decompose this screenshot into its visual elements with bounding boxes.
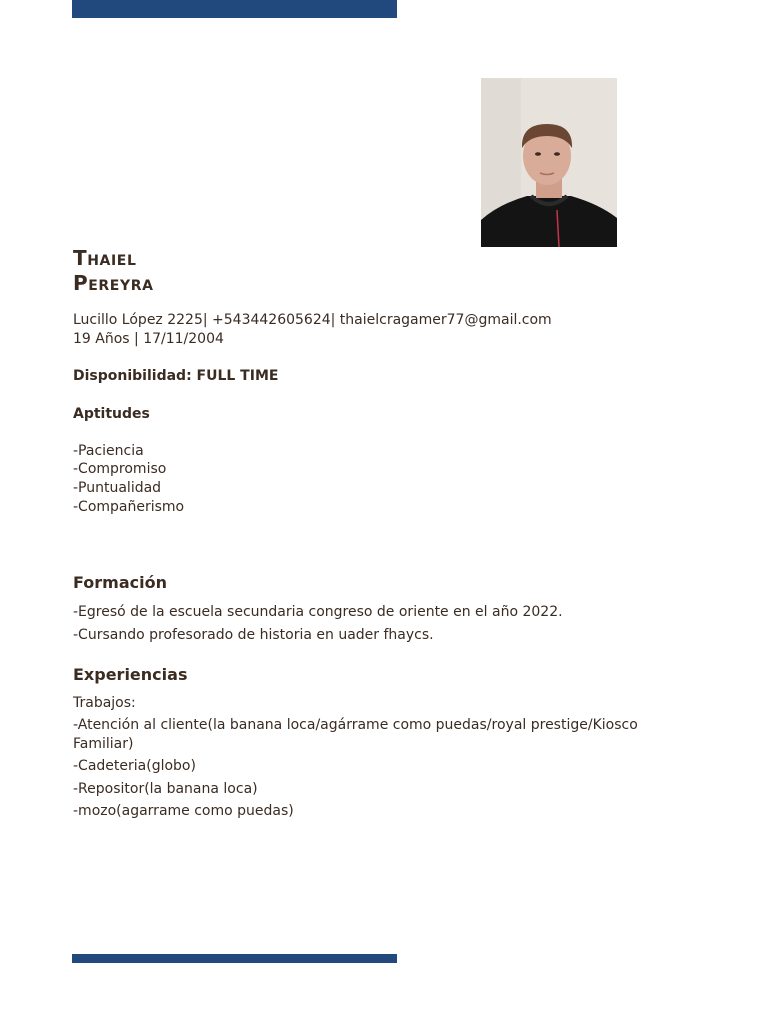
formacion-heading: Formación <box>73 573 167 592</box>
experiencia-item: -Repositor(la banana loca) <box>73 781 258 797</box>
experiencia-item: -mozo(agarrame como puedas) <box>73 803 294 819</box>
formacion-item: -Egresó de la escuela secundaria congreso de oriente en el año 2022. <box>73 604 563 620</box>
profile-photo <box>481 78 617 247</box>
formacion-item: -Cursando profesorado de historia en uader fhaycs. <box>73 627 434 643</box>
experiencia-item: -Atención al cliente(la banana loca/agárrame como puedas/royal prestige/Kiosco Familiar) <box>73 717 638 752</box>
aptitude-item: -Compañerismo <box>73 499 185 515</box>
aptitudes-heading: Aptitudes <box>73 406 150 422</box>
experiencia-item: -Cadeteria(globo) <box>73 758 196 774</box>
contact-line: Lucillo López 2225| +543442605624| thaielcragamer77@gmail.com <box>73 312 552 328</box>
aptitude-item: -Puntualidad <box>73 480 162 496</box>
aptitude-item: -Compromiso <box>73 461 167 477</box>
last-name: Pereyra <box>73 271 154 295</box>
age-line: 19 Años | 17/11/2004 <box>73 331 224 347</box>
bottom-accent-bar <box>72 954 397 963</box>
trabajos-label: Trabajos: <box>73 695 136 711</box>
candidate-name <box>73 246 154 296</box>
aptitude-item: -Paciencia <box>73 443 144 459</box>
availability: Disponibilidad: FULL TIME <box>73 368 279 384</box>
top-accent-bar <box>72 0 397 18</box>
first-name: Thaiel <box>73 246 137 270</box>
experiencias-heading: Experiencias <box>73 665 188 684</box>
